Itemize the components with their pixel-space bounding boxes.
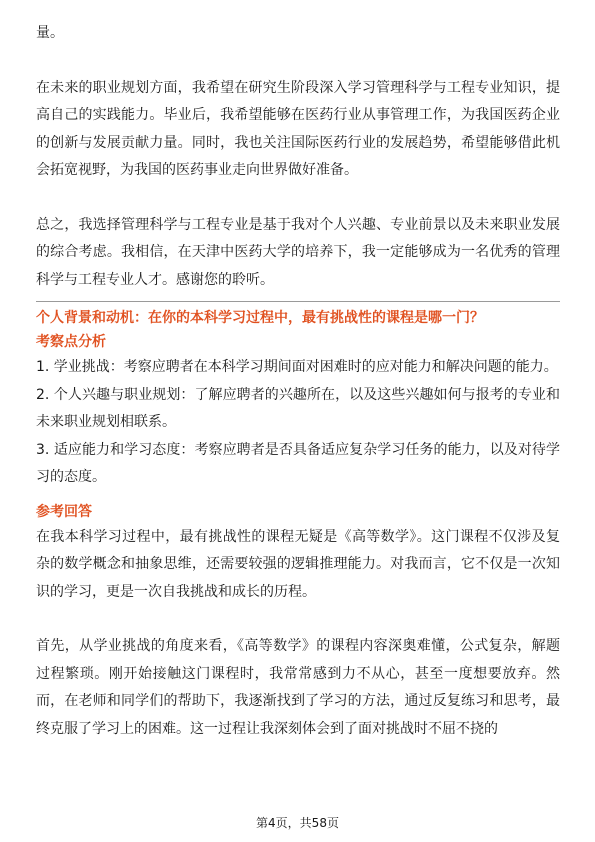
analysis-title: 考察点分析 [36, 334, 106, 350]
analysis-item-3: 3. 适应能力和学习态度：考察应聘者是否具备适应复杂学习任务的能力，以及对待学习的态度。 [36, 441, 560, 485]
paragraph-continuation: 量。 [36, 25, 64, 41]
paragraph-conclusion: 总之，我选择管理科学与工程专业是基于我对个人兴趣、专业前景以及未来职业发展的综合考虑。我相信，在天津中医药大学的培养下，我一定能够成为一名优秀的管理科学与工程专业人才。感谢您的聆听。 [36, 216, 560, 288]
analysis-item-1: 1. 学业挑战：考察应聘者在本科学习期间面对困难时的应对能力和解决问题的能力。 [36, 359, 558, 375]
section-gap [36, 492, 560, 500]
analysis-item-2: 2. 个人兴趣与职业规划：了解应聘者的兴趣所在，以及这些兴趣如何与报考的专业和未来职业规划相联系。 [36, 386, 560, 430]
question-heading: 个人背景和动机：在你的本科学习过程中，最有挑战性的课程是哪一门？ [36, 310, 484, 326]
answer-paragraph-2: 首先，从学业挑战的角度来看，《高等数学》的课程内容深奥难懂，公式复杂，解题过程繁琐。刚开始接触这门课程时，我常常感到力不从心，甚至一度想要放弃。然而，在老师和同学们的帮助下，我逐渐找到了学习的方法，通过反复练习和思考，最终克服了学习上的困难。这一过程让我深刻体会到了面对挑战时不屈不挠的 [36, 638, 560, 737]
section-divider [36, 301, 560, 302]
paragraph-gap [36, 48, 560, 75]
paragraph-career-plan: 在未来的职业规划方面，我希望在研究生阶段深入学习管理科学与工程专业知识，提高自己的实践能力。毕业后，我希望能够在医药行业从事管理工作，为我国医药企业的创新与发展贡献力量。同时，我也关注国际医药行业的发展趋势，希望能够借此机会拓宽视野，为我国的医药事业走向世界做好准备。 [36, 79, 560, 178]
page-footer: 第4页，共58页 [256, 816, 339, 830]
document-page [36, 20, 560, 743]
answer-title: 参考回答 [36, 503, 92, 520]
answer-paragraph-1: 在我本科学习过程中，最有挑战性的课程无疑是《高等数学》。这门课程不仅涉及复杂的数学概念和抽象思维，还需要较强的逻辑推理能力。对我而言，它不仅是一次知识的学习，更是一次自我挑战和成长的历程。 [36, 528, 560, 600]
paragraph-gap [36, 185, 560, 212]
paragraph-gap [36, 606, 560, 633]
